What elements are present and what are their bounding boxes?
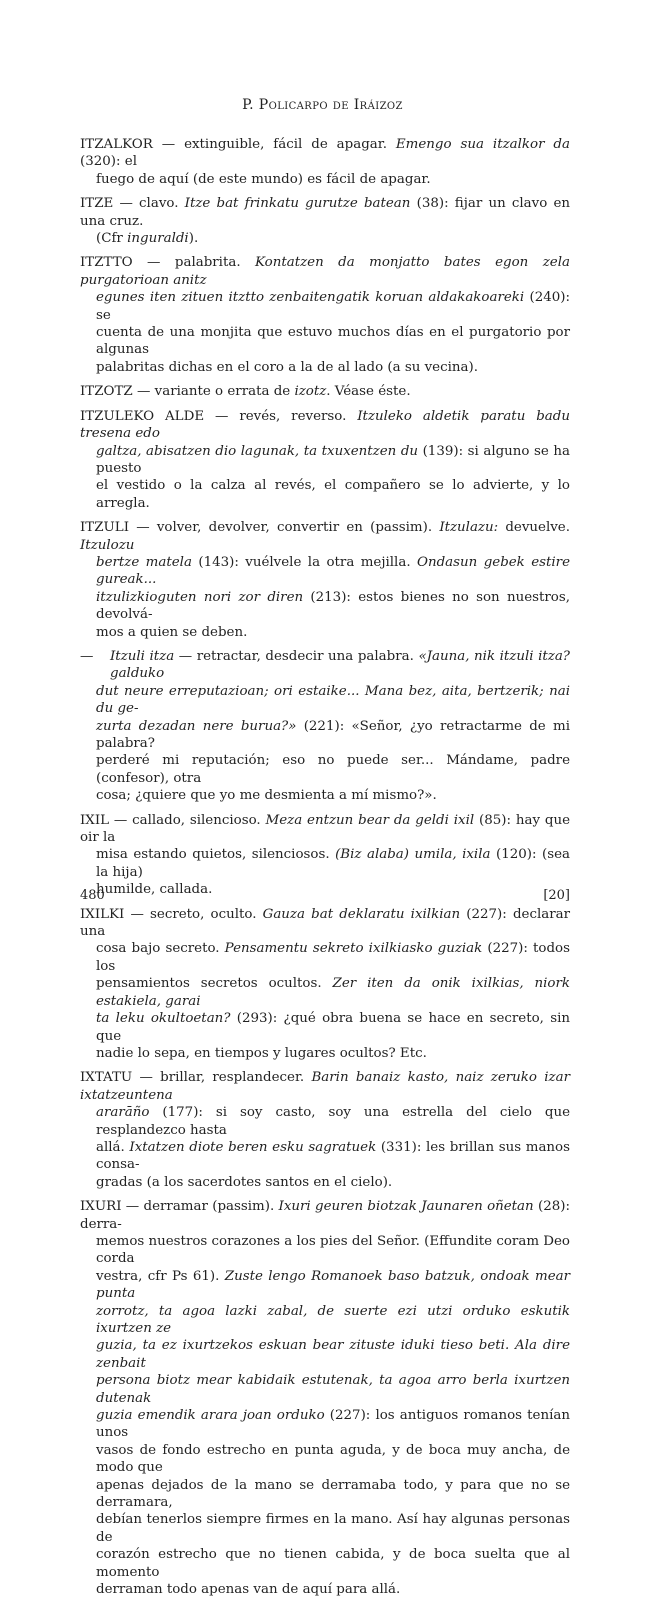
definition-text: mos a quien se deben. — [96, 624, 248, 640]
entry-line — [80, 230, 570, 247]
definition-text: ). — [188, 231, 199, 247]
entry-line — [80, 1198, 570, 1233]
example-text: zurta dezadan nere burua?» — [96, 718, 297, 734]
entry-line — [80, 289, 570, 324]
bracket-page-number: [20] — [543, 888, 570, 903]
definition-text: cosa; ¿quiere que yo me desmienta a mí mismo?». — [96, 788, 437, 804]
definition-text: (227): declarar una — [80, 906, 570, 940]
entry-line — [80, 812, 570, 847]
definition-text: fuego de aquí (de este mundo) es fácil de apagar. — [96, 171, 431, 187]
definition-text: — retractar, desdecir una palabra. — [174, 648, 419, 664]
definition-text: . Véase éste. — [326, 384, 411, 400]
definition-text: nadie lo sepa, en tiempos y lugares ocultos? Etc. — [96, 1045, 427, 1061]
entry-line — [80, 1010, 570, 1045]
header-initial: P. — [242, 97, 254, 113]
example-text: izotz — [294, 384, 327, 400]
example-text: Kontatzen da monjatto bates egon zela purgatorioan anitz — [80, 255, 570, 288]
entry-line — [80, 477, 570, 512]
example-text: Itzuli itza — [110, 648, 175, 664]
definition-text: gradas (a los sacerdotes santos en el cielo). — [96, 1174, 393, 1190]
example-text: Itzulazu: — [439, 520, 499, 536]
dictionary-entry — [80, 1198, 570, 1598]
definition-text: palabritas dichas en el coro a la de al lado (a su vecina). — [96, 359, 478, 375]
example-text: ararāño — [96, 1105, 150, 1121]
entry-line — [80, 648, 570, 683]
example-text: Barin banaiz kasto, naiz zeruko izar ixtatzeuntena — [80, 1070, 570, 1103]
example-text: guzia emendik arara joan orduko — [96, 1408, 325, 1424]
definition-text: vestra, cfr Ps 61). — [96, 1268, 225, 1284]
dictionary-entry — [80, 254, 570, 376]
entry-line — [80, 443, 570, 478]
definition-text: derraman todo apenas van de aquí para allá. — [96, 1582, 401, 1598]
definition-text: ITZULEKO ALDE — revés, reverso. — [80, 408, 358, 424]
definition-text: (240): se — [96, 290, 571, 323]
definition-text: (293): ¿qué obra buena se hace en secreto, sin que — [96, 1011, 570, 1044]
entry-line — [80, 975, 570, 1010]
example-text: (Biz alaba) umila, ixila — [335, 847, 491, 863]
entry-line — [80, 136, 570, 171]
example-text: Ixuri geuren biotzak Jaunaren oñetan — [278, 1199, 534, 1215]
entry-line — [80, 1069, 570, 1104]
definition-text: IXTATU — brillar, resplandecer. — [80, 1070, 312, 1086]
definition-text: (213): estos bienes no son nuestros, devolvá- — [96, 589, 570, 623]
dictionary-entry — [80, 383, 570, 400]
entry-line — [80, 1268, 570, 1303]
definition-text: pensamientos secretos ocultos. — [96, 976, 333, 992]
entry-line — [80, 554, 570, 589]
entry-line — [80, 624, 570, 641]
dictionary-entry — [80, 519, 570, 641]
entry-line — [80, 324, 570, 359]
entry-line — [80, 1303, 570, 1338]
entry-line — [80, 195, 570, 230]
example-text: itzulizkioguten nori zor diren — [96, 589, 304, 605]
entry-line — [80, 718, 570, 753]
entry-line — [80, 254, 570, 289]
entry-line — [80, 1581, 570, 1598]
definition-text: cuenta de una monjita que estuvo muchos días en el purgatorio por algunas — [96, 325, 570, 358]
example-text: inguraldi — [127, 231, 189, 247]
entry-line — [80, 1442, 570, 1477]
entry-line — [80, 787, 570, 804]
example-text: Meza entzun bear da geldi ixil — [265, 812, 475, 828]
definition-text: misa estando quietos, silenciosos. — [96, 847, 336, 863]
entry-line — [80, 752, 570, 787]
example-text: galtza, abisatzen dio lagunak, ta txuxentzen du — [96, 443, 419, 459]
definition-text: el vestido o la calza al revés, el compañero se lo advierte, y lo arregla. — [96, 478, 570, 511]
example-text: egunes iten zituen itztto zenbaitengatik koruan aldakakoareki — [96, 290, 525, 306]
definition-text: vasos de fondo estrecho en punta aguda, y de boca muy ancha, de modo que — [96, 1442, 570, 1476]
entry-line — [80, 359, 570, 376]
entry-line — [80, 519, 570, 554]
entry-line — [80, 906, 570, 941]
example-text: guzia, ta ez ixurtzekos eskuan bear zituste iduki tieso beti. Ala dire zenbait — [96, 1338, 570, 1371]
definition-text: (143): vuélvele la otra mejilla. — [191, 554, 417, 570]
definition-text: ITZULI — volver, devolver, convertir en (passim). — [80, 520, 440, 536]
definition-text: IXILKI — secreto, oculto. — [80, 906, 263, 922]
example-text: dut neure erreputazioan; ori estaike... Mana bez, aita, bertzerik; nai du ge- — [96, 683, 570, 717]
entry-line — [80, 1104, 570, 1139]
definition-text: (221): «Señor, ¿yo retractarme de mi palabra? — [96, 718, 570, 751]
entry-line — [80, 1337, 570, 1372]
definition-text: allá. — [96, 1139, 130, 1155]
example-text: Ixtatzen diote beren esku sagratuek — [129, 1139, 377, 1155]
definition-text: (38): fijar un clavo en una cruz. — [80, 196, 571, 229]
entry-line — [80, 383, 570, 400]
entry-line — [80, 940, 570, 975]
definition-text: cosa bajo secreto. — [96, 941, 225, 957]
example-text: Zer iten da onik ixilkias, niork estakiela, garai — [96, 976, 570, 1009]
dictionary-entries — [80, 136, 570, 1606]
dictionary-entry — [80, 136, 570, 188]
dictionary-entry — [80, 812, 570, 899]
entry-line — [80, 683, 570, 718]
entry-line — [80, 1477, 570, 1512]
definition-text: ITZOTZ — variante o errata de — [80, 384, 295, 400]
entry-line — [80, 1139, 570, 1174]
entry-line — [80, 846, 570, 881]
entry-line — [80, 1045, 570, 1062]
definition-text: devuelve. — [498, 520, 570, 536]
definition-text: (85): hay que oir la — [80, 812, 570, 846]
definition-text: (331): les brillan sus manos consa- — [96, 1139, 570, 1173]
entry-line — [80, 171, 570, 188]
definition-text: (227): todos los — [96, 941, 570, 974]
dictionary-entry — [80, 648, 570, 805]
definition-text: perderé mi reputación; eso no puede ser... Mándame, padre (confesor), otra — [96, 753, 570, 786]
definition-text: memos nuestros corazones a los pies del Señor. (Effundite coram Deo corda — [96, 1233, 570, 1267]
entry-line — [80, 1372, 570, 1407]
running-header — [0, 97, 645, 113]
dictionary-entry — [80, 408, 570, 512]
definition-text: (28): derra- — [80, 1199, 571, 1232]
entry-line — [80, 1546, 570, 1581]
definition-text: (320): el — [80, 154, 137, 170]
example-text: Itze bat frinkatu gurutze batean — [184, 196, 411, 212]
example-text: persona biotz mear kabidaik estutenak, ta agoa arro berla ixurtzen dutenak — [96, 1373, 570, 1406]
definition-text: ITZALKOR — extinguible, fácil de apagar. — [80, 137, 396, 152]
example-text: Emengo sua itzalkor da — [395, 137, 570, 152]
definition-text: (Cfr — [96, 231, 128, 247]
example-text: ta leku okultoetan? — [96, 1011, 231, 1027]
entry-line — [80, 589, 570, 624]
example-text: Zuste lengo Romanoek baso batzuk, ondoak mear punta — [96, 1268, 570, 1302]
dictionary-entry — [80, 906, 570, 1063]
example-text: Gauza bat deklaratu ixilkian — [262, 906, 461, 922]
page-number: 480 — [80, 888, 105, 903]
example-text: Ondasun gebek estire gureak... — [96, 554, 570, 588]
dictionary-entry — [80, 195, 570, 247]
header-author-name: Policarpo de Iráizoz — [258, 97, 403, 113]
definition-text: corazón estrecho que no tienen cabida, y de boca suelta que al momento — [96, 1547, 570, 1580]
example-text: Pensamentu sekreto ixilkiasko guziak — [224, 941, 483, 957]
subentry-dash: — — [80, 648, 94, 664]
example-text: bertze matela — [96, 554, 192, 570]
definition-text: (177): si soy casto, soy una estrella del cielo que resplandezco hasta — [96, 1105, 570, 1138]
entry-line — [80, 1233, 570, 1268]
entry-line — [80, 408, 570, 443]
definition-text: IXURI — derramar (passim). — [80, 1199, 279, 1215]
definition-text: ITZE — clavo. — [80, 196, 185, 212]
definition-text: (227): los antiguos romanos tenían unos — [96, 1408, 570, 1441]
entry-line — [80, 881, 570, 898]
definition-text: (139): si alguno se ha puesto — [96, 443, 570, 476]
definition-text: debían tenerlos siempre firmes en la mano. Así hay algunas personas de — [96, 1512, 570, 1545]
definition-text: (120): (sea la hija) — [96, 847, 570, 880]
definition-text: apenas dejados de la mano se derramaba todo, y para que no se derramara, — [96, 1477, 570, 1511]
entry-line — [80, 1174, 570, 1191]
definition-text: IXIL — callado, silencioso. — [80, 812, 266, 828]
entry-line — [80, 1511, 570, 1546]
example-text: Itzulozu — [80, 537, 135, 553]
entry-line — [80, 1407, 570, 1442]
example-text: «Jauna, nik itzuli itza? galduko — [110, 648, 570, 682]
definition-text: ITZTTO — palabrita. — [80, 255, 256, 271]
definition-text: humilde, callada. — [96, 882, 213, 898]
example-text: Itzuleko aldetik paratu badu tresena edo — [80, 408, 570, 442]
dictionary-entry — [80, 1069, 570, 1191]
example-text: zorrotz, ta agoa lazki zabal, de suerte ezi utzi orduko eskutik ixurtzen ze — [96, 1303, 570, 1336]
